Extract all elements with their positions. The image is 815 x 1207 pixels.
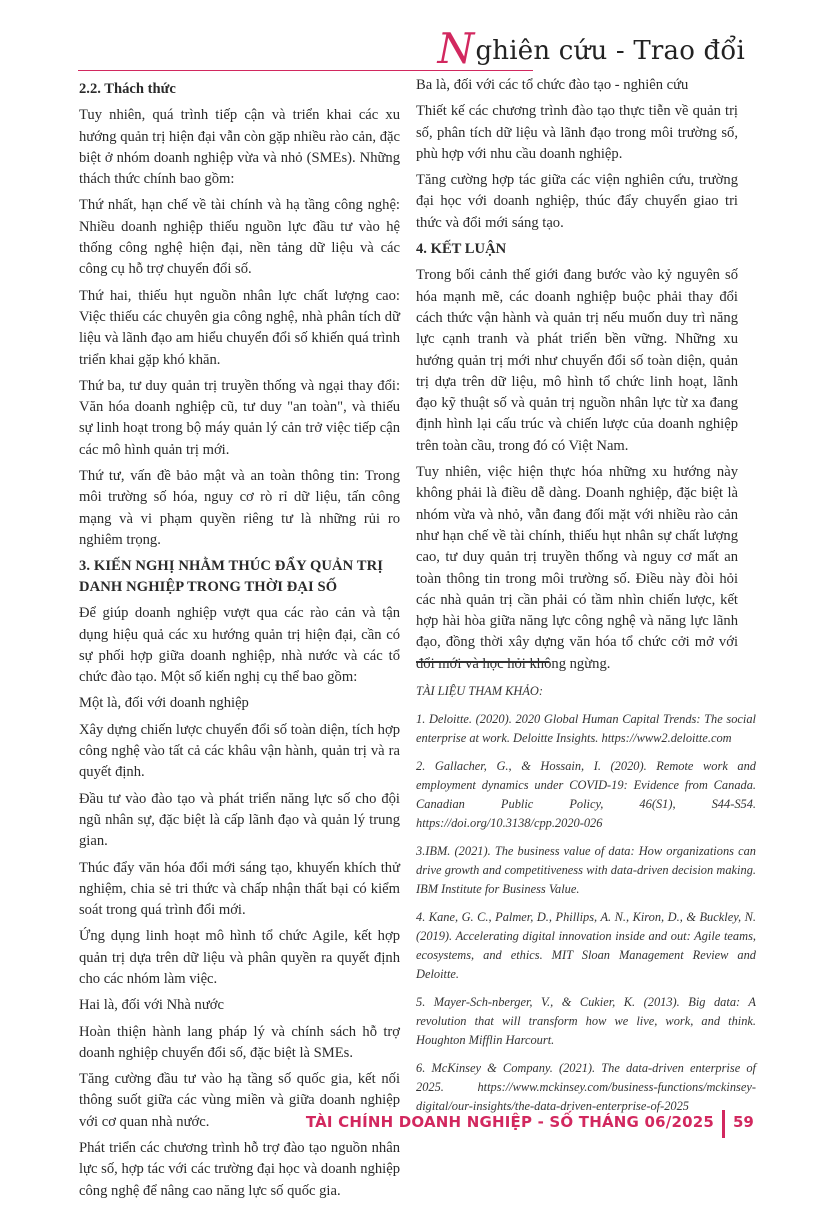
paragraph: Thiết kế các chương trình đào tạo thực tiễn về quản trị số, phân tích dữ liệu và lãnh đạo trong môi trường số, phù hợp với nhu cầu doanh nghiệp.	[416, 103, 738, 162]
paragraph: Ứng dụng linh hoạt mô hình tổ chức Agile, kết hợp quản trị dựa trên dữ liệu và phân quyền ra quyết định cho các nhóm làm việc.	[79, 928, 400, 987]
paragraph: Hai là, đối với Nhà nước	[79, 997, 224, 1014]
paragraph: Thứ nhất, hạn chế về tài chính và hạ tầng công nghệ: Nhiều doanh nghiệp thiếu nguồn lực đầu tư vào hệ thống công nghệ hiện đại, nền tảng dữ liệu và các công cụ hỗ trợ chuyển đổi số.	[79, 197, 400, 278]
paragraph: Đầu tư vào đào tạo và phát triển năng lực số cho đội ngũ nhân sự, đặc biệt là cấp lãnh đạo và quản lý trung gian.	[79, 790, 400, 850]
right-column	[416, 75, 738, 680]
paragraph: Trong bối cảnh thế giới đang bước vào kỷ nguyên số hóa mạnh mẽ, các doanh nghiệp buộc phải thay đổi cách thức vận hành và quản trị nếu muốn duy trì năng lực cạnh tranh và phát triển bền vững. Những xu hướng quản trị mới như chuyển đổi số toàn diện, quản trị dựa trên dữ liệu, mô hình tổ chức linh hoạt, lãnh đạo kỹ thuật số và quản trị nguồn nhân lực từ xa đang định hình lại cấu trúc và chiến lược của doanh nghiệp trên toàn cầu, trong đó có Việt Nam.	[416, 267, 738, 454]
paragraph: Thúc đẩy văn hóa đổi mới sáng tạo, khuyến khích thử nghiệm, chia sẻ tri thức và chấp nhận thất bại có kiểm soát trong quá trình đổi mới.	[79, 859, 400, 919]
page-header	[0, 22, 815, 73]
paragraph: Ba là, đối với các tổ chức đào tạo - nghiên cứu	[416, 77, 689, 93]
footer-divider	[722, 1110, 725, 1138]
page-number: 59	[733, 1113, 754, 1131]
paragraph: Thứ ba, tư duy quản trị truyền thống và ngại thay đổi: Văn hóa doanh nghiệp cũ, tư duy "an toàn", và thiếu sự linh hoạt trong bộ máy quản lý cản trở việc tiếp cận các mô hình quản trị mới.	[79, 377, 400, 458]
heading-section-4: 4. KẾT LUẬN	[416, 241, 507, 258]
journal-name: TÀI CHÍNH DOANH NGHIỆP - SỐ THÁNG 06/2025	[305, 1113, 714, 1131]
references	[416, 682, 756, 1125]
left-column	[79, 75, 400, 1207]
section-title-initial: N	[437, 24, 475, 73]
reference-item: 1. Deloitte. (2020). 2020 Global Human Capital Trends: The social enterprise at work. Deloitte Insights. https://www2.deloitte.com	[416, 712, 756, 745]
references-title: TÀI LIỆU THAM KHẢO:	[416, 684, 543, 698]
reference-item: 5. Mayer-Sch-nberger, V., & Cukier, K. (2013). Big data: A revolution that will transform how we live, work, and think. Houghton Mifflin Harcourt.	[416, 995, 756, 1047]
paragraph: Thứ tư, vấn đề bảo mật và an toàn thông tin: Trong môi trường số hóa, nguy cơ rò rỉ dữ liệu, tấn công mạng và vi phạm quyền riêng tư là những rủi ro nghiêm trọng.	[79, 468, 400, 548]
paragraph: Hoàn thiện hành lang pháp lý và chính sách hỗ trợ doanh nghiệp chuyển đổi số, đặc biệt là SMEs.	[79, 1023, 400, 1061]
paragraph: Tuy nhiên, quá trình tiếp cận và triển khai các xu hướng quản trị hiện đại vẫn còn gặp nhiều rào cản, đặc biệt ở nhóm doanh nghiệp vừa và nhỏ (SMEs). Những thách thức chính bao gồm:	[79, 107, 400, 188]
paragraph: Tăng cường đầu tư vào hạ tầng số quốc gia, kết nối thông suốt giữa các vùng miền và giữa doanh nghiệp với cơ quan nhà nước.	[79, 1071, 400, 1130]
section-title-text: ghiên cứu - Trao đổi	[475, 36, 745, 66]
page-footer	[0, 1110, 815, 1140]
paragraph: Tuy nhiên, việc hiện thực hóa những xu hướng này không phải là điều dễ dàng. Doanh nghiệp, đặc biệt là nhóm vừa và nhỏ, vẫn đang đối mặt với nhiều rào cản như hạn chế về tài chính, thiếu hụt nhân sự chất lượng cao, tư duy quản trị truyền thống và nguy cơ mất an toàn thông tin trong môi trường số. Điều này đòi hỏi các nhà quản trị cần phải có tầm nhìn chiến lược, kết hợp hài hòa giữa năng lực công nghệ và năng lực lãnh đạo, đồng thời xây dựng văn hóa tổ chức cởi mở với đổi mới và học hỏi không ngừng.	[416, 464, 738, 672]
references-divider	[416, 661, 549, 663]
paragraph: Thứ hai, thiếu hụt nguồn nhân lực chất lượng cao: Việc thiếu các chuyên gia công nghệ, nhà phân tích dữ liệu và lãnh đạo am hiểu chuyển đổi số khiến quá trình triển khai gặp khó khăn.	[79, 287, 400, 368]
reference-item: 6. McKinsey & Company. (2021). The data-driven enterprise of 2025. https://www.mckinsey.com/business-functions/mckinsey-digital/our-insights/the-data-driven-enterprise-of-2025	[416, 1061, 756, 1113]
reference-item: 3.IBM. (2021). The business value of data: How organizations can drive growth and competitiveness with data-driven decision making. IBM Institute for Business Value.	[416, 844, 756, 896]
paragraph: Một là, đối với doanh nghiệp	[79, 695, 249, 712]
reference-item: 2. Gallacher, G., & Hossain, I. (2020). Remote work and employment dynamics under COVID-19: Evidence from Canada. Canadian Public Policy, 46(S1), S44-S54. https://doi.org/10.3138/cpp.2020-026	[416, 759, 756, 830]
section-title	[437, 24, 745, 73]
heading-2-2: 2.2. Thách thức	[79, 81, 176, 97]
reference-item: 4. Kane, G. C., Palmer, D., Phillips, A. N., Kiron, D., & Buckley, N. (2019). Accelerating digital innovation inside and out: Agile teams, ecosystems, and ethics. MIT Sloan Management Review and Deloitte.	[416, 910, 756, 981]
paragraph: Xây dựng chiến lược chuyển đổi số toàn diện, tích hợp công nghệ vào tất cả các khâu vận hành, quản trị và ra quyết định.	[79, 721, 400, 781]
heading-section-3: 3. KIẾN NGHỊ NHẰM THÚC ĐẨY QUẢN TRỊ DANH NGHIỆP TRONG THỜI ĐẠI SỐ	[79, 558, 384, 596]
paragraph: Để giúp doanh nghiệp vượt qua các rào cản và tận dụng hiệu quả các xu hướng quản trị hiện đại, cần có sự phối hợp giữa doanh nghiệp, nhà nước và các tổ chức đào tạo. Một số kiến nghị cụ thể bao gồm:	[79, 605, 400, 686]
paragraph: Tăng cường hợp tác giữa các viện nghiên cứu, trường đại học với doanh nghiệp, thúc đẩy chuyển giao tri thức và đổi mới sáng tạo.	[416, 172, 738, 231]
paragraph: Phát triển các chương trình hỗ trợ đào tạo nguồn nhân lực số, hợp tác với các trường đại học và doanh nghiệp công nghệ để nâng cao năng lực số quốc gia.	[79, 1140, 400, 1199]
